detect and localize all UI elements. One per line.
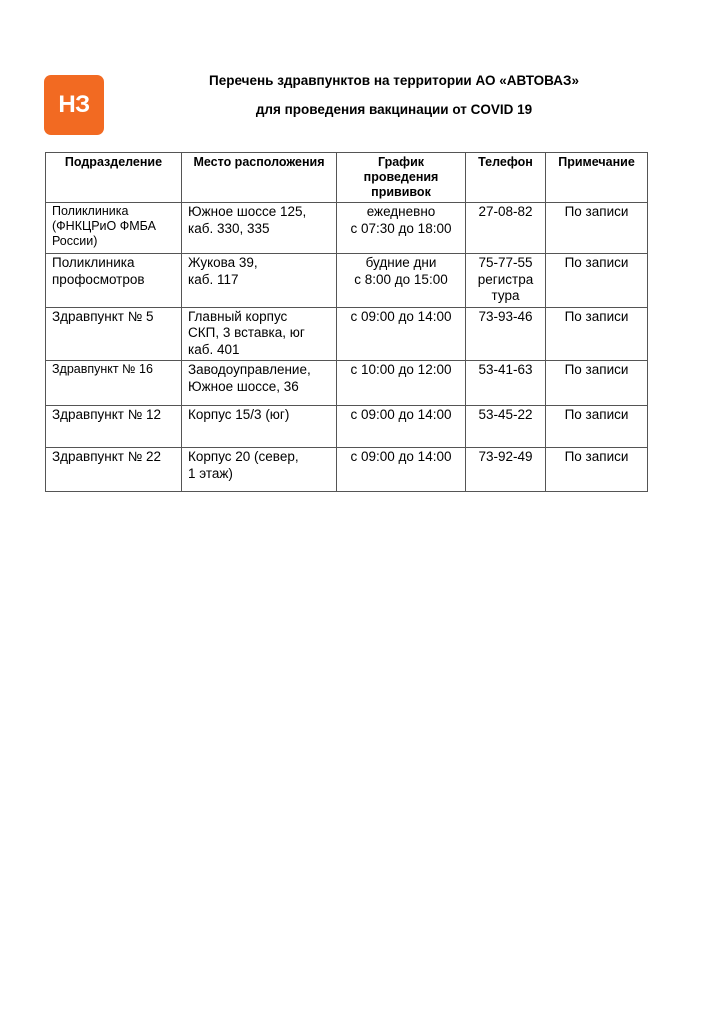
cell-line: По записи: [564, 449, 629, 464]
cell-line: 75-77-55: [478, 255, 533, 270]
cell-line: Южное шоссе, 36: [188, 378, 299, 394]
table-row: [46, 307, 648, 361]
cell-line: 73-92-49: [478, 449, 533, 464]
cell-line: каб. 401: [188, 341, 240, 357]
document-title-line-1: Перечень здравпунктов на территории АО «АВТОВАЗ»: [209, 73, 579, 88]
cell-line: Здравпункт № 5: [52, 308, 154, 324]
cell-note: [546, 203, 648, 254]
table-row: [46, 203, 648, 254]
cell-location: [182, 406, 337, 448]
cell-line: По записи: [564, 255, 629, 270]
cell-line: Заводоуправление,: [188, 362, 311, 377]
cell-line: СКП, 3 вставка, юг: [188, 325, 305, 340]
cell-line: России): [52, 234, 98, 248]
cell-line: каб. 117: [188, 271, 239, 287]
cell-line: Главный корпус: [188, 308, 288, 324]
cell-line: с 10:00 до 12:00: [350, 362, 452, 377]
cell-line: тура: [491, 288, 520, 303]
header-location-text: Место расположения: [193, 155, 325, 169]
cell-line: 27-08-82: [478, 204, 533, 219]
cell-line: регистра: [477, 271, 534, 287]
header-schedule: [337, 153, 466, 203]
cell-line: профосмотров: [52, 271, 145, 287]
cell-phone: [466, 254, 546, 308]
vaccination-points-table: [45, 152, 648, 492]
cell-line: Жукова 39,: [188, 255, 258, 270]
cell-schedule: [337, 203, 466, 254]
cell-line: 53-45-22: [478, 407, 533, 422]
cell-division: [46, 307, 182, 361]
cell-line: Корпус 15/3 (юг): [188, 407, 290, 422]
cell-phone: [466, 361, 546, 406]
table-row: [46, 448, 648, 492]
cell-division: [46, 203, 182, 254]
cell-phone: [466, 203, 546, 254]
cell-line: с 09:00 до 14:00: [350, 407, 452, 422]
cell-location: [182, 254, 337, 308]
cell-line: будние дни: [365, 255, 437, 270]
cell-line: Поликлиника: [52, 255, 135, 270]
cell-line: ежедневно: [366, 204, 436, 219]
cell-line: По записи: [564, 407, 629, 422]
cell-phone: [466, 406, 546, 448]
cell-division: [46, 448, 182, 492]
cell-note: [546, 406, 648, 448]
cell-location: [182, 307, 337, 361]
cell-schedule: [337, 448, 466, 492]
cell-division: [46, 361, 182, 406]
cell-note: [546, 254, 648, 308]
table-row: [46, 361, 648, 406]
header-phone: [466, 153, 546, 203]
header-schedule-line: проведения: [363, 170, 439, 184]
table-row: [46, 254, 648, 308]
cell-line: Корпус 20 (север,: [188, 449, 299, 464]
cell-line: Здравпункт № 22: [52, 449, 161, 464]
cell-phone: [466, 307, 546, 361]
cell-line: По записи: [564, 308, 629, 324]
cell-schedule: [337, 254, 466, 308]
cell-location: [182, 361, 337, 406]
cell-division: [46, 254, 182, 308]
cell-line: каб. 330, 335: [188, 220, 270, 236]
cell-line: Поликлиника: [52, 204, 129, 218]
cell-schedule: [337, 361, 466, 406]
cell-location: [182, 448, 337, 492]
cell-note: [546, 448, 648, 492]
header-division: [46, 153, 182, 203]
nz-logo: НЗ: [44, 75, 104, 135]
cell-note: [546, 307, 648, 361]
table-header-row: [46, 153, 648, 203]
cell-line: с 8:00 до 15:00: [354, 271, 448, 287]
header-phone-text: Телефон: [478, 155, 533, 169]
header-location: [182, 153, 337, 203]
cell-location: [182, 203, 337, 254]
table-row: [46, 406, 648, 448]
header-schedule-line: прививок: [371, 185, 431, 199]
header-schedule-line: График: [377, 155, 425, 169]
header-division-text: Подразделение: [64, 155, 163, 169]
cell-line: (ФНКЦРиО ФМБА: [52, 219, 156, 233]
cell-schedule: [337, 406, 466, 448]
cell-line: По записи: [564, 362, 629, 377]
cell-line: Здравпункт № 12: [52, 407, 161, 422]
header-note: [546, 153, 648, 203]
cell-line: 1 этаж): [188, 465, 233, 481]
header-note-text: Примечание: [558, 155, 635, 169]
cell-line: По записи: [564, 204, 629, 219]
document-title-line-2: для проведения вакцинации от COVID 19: [255, 102, 533, 117]
cell-line: Здравпункт № 16: [52, 362, 153, 376]
cell-phone: [466, 448, 546, 492]
cell-line: Южное шоссе 125,: [188, 204, 307, 219]
cell-line: 53-41-63: [478, 362, 533, 377]
cell-line: с 07:30 до 18:00: [350, 220, 452, 236]
cell-line: с 09:00 до 14:00: [350, 308, 452, 324]
cell-line: с 09:00 до 14:00: [350, 449, 452, 464]
cell-line: 73-93-46: [478, 308, 533, 324]
cell-division: [46, 406, 182, 448]
cell-schedule: [337, 307, 466, 361]
cell-note: [546, 361, 648, 406]
